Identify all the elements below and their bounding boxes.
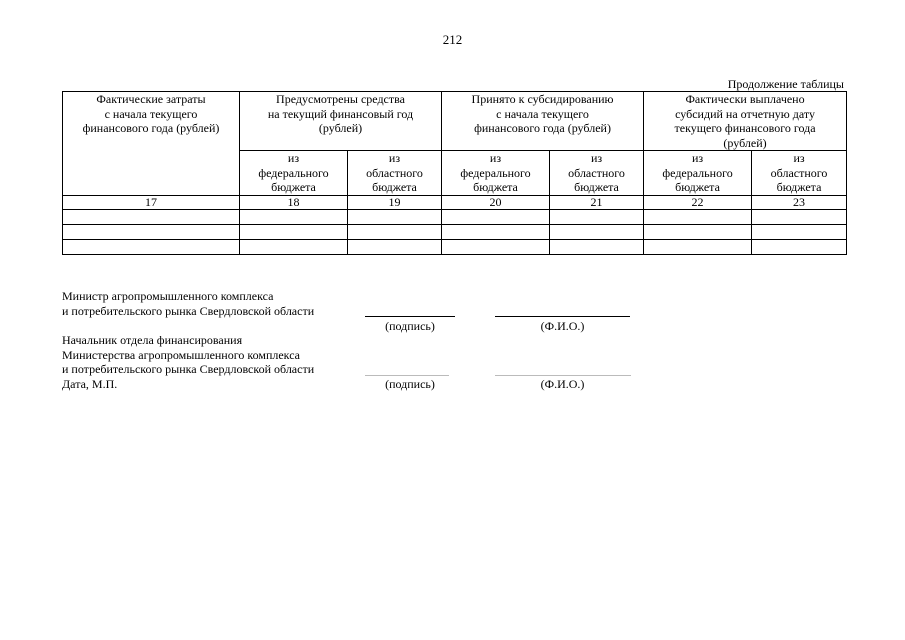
header-accepted-subsidies: Принято к субсидированию с начала текущего финансового года (рублей) xyxy=(442,92,644,151)
table-cell xyxy=(442,209,550,224)
table-header-row xyxy=(63,92,847,151)
table-cell xyxy=(63,209,240,224)
column-number: 22 xyxy=(644,195,752,209)
subheader-federal: из федерального бюджета xyxy=(442,151,550,196)
table-row xyxy=(63,209,847,224)
table-cell xyxy=(63,239,240,254)
column-number: 19 xyxy=(348,195,442,209)
table-cell xyxy=(240,239,348,254)
subheader-regional: из областного бюджета xyxy=(752,151,847,196)
table-cell xyxy=(348,209,442,224)
table-cell xyxy=(550,239,644,254)
subsidy-table xyxy=(62,91,847,255)
table-row xyxy=(63,224,847,239)
signature-line[interactable] xyxy=(365,316,455,317)
subheader-federal: из федерального бюджета xyxy=(644,151,752,196)
table-cell xyxy=(348,239,442,254)
column-number-row xyxy=(63,195,847,209)
table-cell xyxy=(63,224,240,239)
table-cell xyxy=(752,239,847,254)
column-number: 21 xyxy=(550,195,644,209)
signature-line[interactable] xyxy=(365,375,449,376)
table-row xyxy=(63,239,847,254)
name-line[interactable] xyxy=(495,375,631,376)
column-number: 18 xyxy=(240,195,348,209)
table-cell xyxy=(644,224,752,239)
name-caption: (Ф.И.О.) xyxy=(540,377,585,391)
table-cell xyxy=(752,224,847,239)
header-planned-funds: Предусмотрены средства на текущий финансовый год (рублей) xyxy=(240,92,442,151)
table-cell xyxy=(550,224,644,239)
table-cell xyxy=(644,209,752,224)
header-paid-subsidies: Фактически выплачено субсидий на отчетную дату текущего финансового года (рублей) xyxy=(644,92,847,151)
column-number: 20 xyxy=(442,195,550,209)
minister-title: Министр агропромышленного комплекса и потребительского рынка Свердловской области xyxy=(62,289,315,318)
finance-head-title: Начальник отдела финансирования Министерства агропромышленного комплекса и потребительского рынка Свердловской области Дата, М.П. xyxy=(62,333,315,391)
name-line[interactable] xyxy=(495,316,630,317)
table-cell xyxy=(442,239,550,254)
name-caption: (Ф.И.О.) xyxy=(540,319,585,333)
table-cell xyxy=(644,239,752,254)
table-continuation-label: Продолжение таблицы xyxy=(727,77,844,91)
subheader-federal: из федерального бюджета xyxy=(240,151,348,196)
column-number: 23 xyxy=(752,195,847,209)
header-actual-costs: Фактические затраты с начала текущего финансового года (рублей) xyxy=(63,92,240,196)
column-number: 17 xyxy=(63,195,240,209)
table-cell xyxy=(240,224,348,239)
page-number: 212 xyxy=(442,32,463,47)
table-cell xyxy=(348,224,442,239)
signature-caption: (подпись) xyxy=(385,377,435,391)
signature-caption: (подпись) xyxy=(385,319,435,333)
subheader-regional: из областного бюджета xyxy=(348,151,442,196)
subheader-regional: из областного бюджета xyxy=(550,151,644,196)
table-cell xyxy=(550,209,644,224)
table-cell xyxy=(442,224,550,239)
table-cell xyxy=(752,209,847,224)
table-cell xyxy=(240,209,348,224)
